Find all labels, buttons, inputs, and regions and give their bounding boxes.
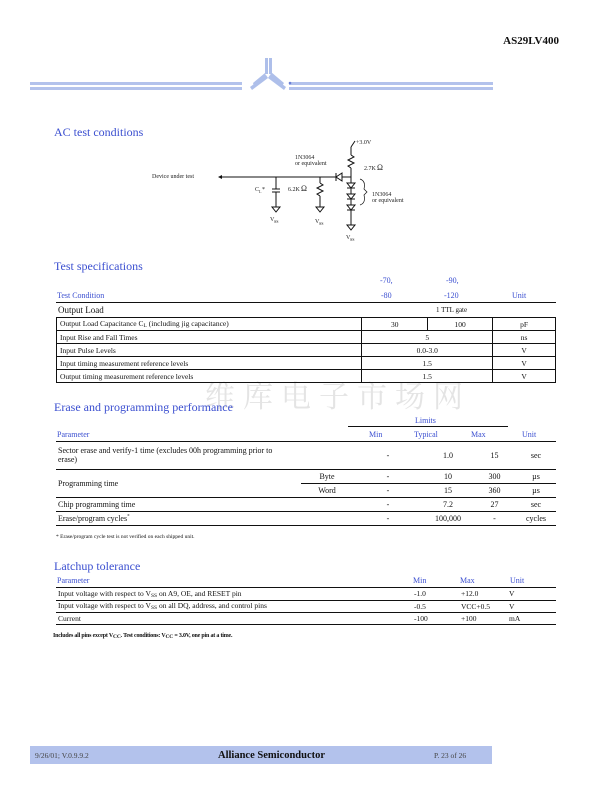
col-70-line2: -80 (381, 291, 392, 300)
param: Current (58, 613, 81, 623)
table-row (56, 600, 556, 612)
max: +100 (461, 613, 477, 623)
svg-text:Ω: Ω (377, 163, 383, 172)
max: 300 (488, 471, 501, 481)
value-90: 100 (428, 318, 493, 331)
max: - (493, 513, 496, 523)
col-90-line1: -90, (446, 276, 459, 285)
unit: pF (493, 318, 556, 331)
table-row (57, 331, 556, 344)
typical: 10 (444, 471, 452, 481)
col-max: Max (471, 430, 486, 439)
erase-perf-title: Erase and programming performance (54, 400, 233, 414)
table-row (57, 370, 556, 383)
svg-text:or equivalent: or equivalent (295, 161, 327, 167)
svg-text:SS: SS (274, 219, 279, 224)
page-footer (30, 746, 492, 764)
min: -100 (414, 613, 428, 623)
col-parameter: Parameter (57, 430, 90, 439)
max: VCC+0.5 (461, 601, 491, 611)
svg-text:C: C (255, 187, 260, 193)
unit: sec (530, 499, 542, 509)
svg-text:*: * (262, 187, 265, 193)
min: - (386, 450, 390, 460)
document-id: AS29LV400 (503, 35, 559, 47)
table-row (56, 469, 556, 483)
typical: 15 (444, 485, 452, 495)
unit: V (509, 601, 515, 611)
col-min: Min (413, 576, 427, 585)
unit: ns (493, 331, 556, 344)
latchup-note: Includes all pins except VCC. Test conditions: VCC = 3.0V, one pin at a time. (53, 633, 233, 640)
min: - (386, 513, 390, 523)
latchup-table (56, 588, 556, 625)
sub-param (301, 511, 353, 525)
unit: V (493, 344, 556, 357)
svg-text:V: V (346, 235, 351, 241)
svg-text:Ω: Ω (301, 184, 307, 193)
latchup-title: Latchup tolerance (54, 559, 141, 573)
limits-rule (348, 426, 508, 427)
watermark: 维库电子市场网 (205, 380, 471, 415)
unit: sec (530, 450, 542, 460)
value: 5 (362, 331, 493, 344)
sub-param (301, 442, 353, 469)
row-label: Input Pulse Levels (57, 344, 362, 357)
svg-text:or equivalent: or equivalent (372, 198, 404, 204)
table-row (57, 357, 556, 370)
param: Input voltage with respect to VSS on all DQ, address, and control pins (58, 601, 267, 611)
ac-test-title: AC test conditions (54, 125, 144, 139)
svg-text:SS: SS (319, 221, 324, 226)
unit: mA (509, 613, 521, 623)
param: Programming time (56, 469, 301, 497)
unit: µs (532, 471, 540, 481)
footer-page-number: P. 23 of 26 (434, 750, 467, 760)
min: - (386, 499, 390, 509)
col-70-line1: -70, (380, 276, 393, 285)
table-row (56, 442, 556, 469)
alliance-logo-icon (246, 58, 292, 92)
col-min: Min (369, 430, 383, 439)
unit: V (493, 370, 556, 383)
svg-text:1N3064: 1N3064 (295, 155, 315, 161)
table-row (56, 497, 556, 511)
limits-label: Limits (415, 416, 436, 425)
table-row (56, 511, 556, 525)
col-unit: Unit (522, 430, 537, 439)
value: 1.5 (362, 370, 493, 383)
typical: 100,000 (435, 513, 461, 523)
table-row (57, 344, 556, 357)
max: 360 (488, 485, 501, 495)
svg-text:6.2K: 6.2K (288, 187, 300, 193)
output-load-value: 1 TTL gate (436, 306, 468, 314)
svg-text:V: V (315, 219, 320, 225)
header-rule-left (30, 82, 242, 90)
unit: cycles (526, 513, 546, 523)
footer-company: Alliance Semiconductor (218, 749, 326, 761)
sub-param: Word (318, 485, 336, 495)
table-row (56, 612, 556, 624)
unit: V (509, 589, 515, 599)
value: 1.5 (362, 357, 493, 370)
table-rule (56, 302, 556, 303)
output-load-label: Output Load (58, 305, 104, 315)
row-label: Output Load Capacitance CL (including jig capacitance) (57, 318, 362, 331)
param: Chip programming time (58, 499, 136, 509)
param: Sector erase and verify-1 time (excludes 00h programming prior to erase) (58, 446, 273, 465)
max: +12.0 (461, 589, 479, 599)
col-parameter: Parameter (57, 576, 90, 585)
value-70: 30 (362, 318, 428, 331)
col-test-condition: Test Condition (57, 291, 105, 300)
header-rule-right (289, 82, 493, 90)
col-typical: Typical (414, 430, 438, 439)
unit: V (493, 357, 556, 370)
footer-date-version: 9/26/01; V.0.9.9.2 (35, 750, 89, 760)
svg-text:V: V (270, 217, 275, 223)
col-90-line2: -120 (444, 291, 459, 300)
col-unit: Unit (510, 576, 525, 585)
erase-footnote: * Erase/program cycle test is not verified on each shipped unit. (56, 534, 195, 540)
col-max: Max (460, 576, 475, 585)
test-circuit-diagram (140, 137, 430, 247)
min: - (386, 485, 390, 495)
svg-text:L: L (259, 189, 262, 194)
param: Input voltage with respect to VSS on A9, OE, and RESET pin (58, 588, 242, 599)
min: - (386, 471, 390, 481)
max: 15 (490, 450, 499, 460)
value: 0.0-3.0 (362, 344, 493, 357)
erase-perf-table (56, 442, 556, 526)
min: -0.5 (414, 601, 426, 611)
table-row (57, 318, 556, 331)
table-row (56, 588, 556, 600)
row-label: Input Rise and Fall Times (57, 331, 362, 344)
col-unit: Unit (512, 291, 527, 300)
typical: 7.2 (443, 499, 453, 509)
test-specs-table (56, 317, 556, 383)
typical: 1.0 (443, 450, 453, 460)
max: 27 (490, 499, 499, 509)
sub-param: Byte (319, 471, 335, 481)
svg-text:+3.0V: +3.0V (356, 140, 372, 146)
test-specs-title: Test specifications (54, 259, 143, 273)
sub-param (301, 497, 353, 511)
param: Erase/program cycles* (58, 513, 130, 523)
svg-text:Device under test: Device under test (152, 174, 194, 180)
svg-text:2.7K: 2.7K (364, 166, 376, 172)
unit: µs (532, 485, 540, 495)
row-label: Input timing measurement reference levels (57, 357, 362, 370)
svg-text:SS: SS (350, 237, 355, 242)
svg-text:1N3064: 1N3064 (372, 192, 392, 198)
min: -1.0 (414, 589, 426, 599)
row-label: Output timing measurement reference levels (57, 370, 362, 383)
